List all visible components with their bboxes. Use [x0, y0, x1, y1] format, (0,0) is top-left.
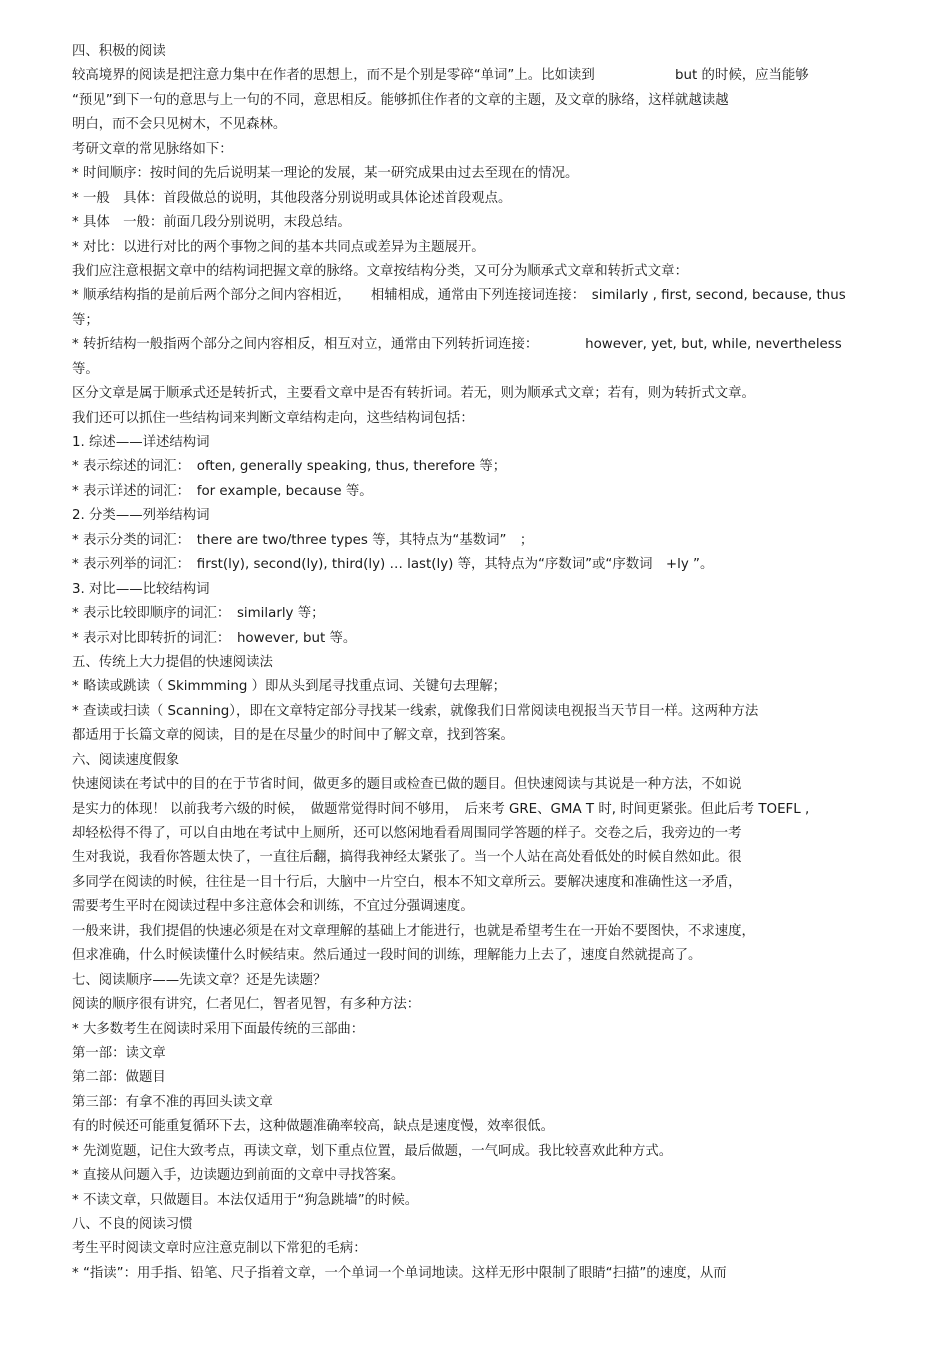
text-line: 第三部：有拿不准的再回头读文章 [72, 1094, 273, 1110]
text-line: * 大多数考生在阅读时采用下面最传统的三部曲： [72, 1021, 365, 1037]
text-line: * 略读或跳读（ Skimmming ）即从头到尾寻找重点词、关键句去理解； [72, 679, 507, 695]
text-line: * 表示对比即转折的词汇： however, but 等。 [72, 630, 357, 646]
text-line: 都适用于长篇文章的阅读，目的是在尽量少的时间中了解文章，找到答案。 [72, 728, 514, 744]
text-line: 一般来讲，我们提倡的快速必须是在对文章理解的基础上才能进行，也就是希望考生在一开始不要图快，不求速度， [72, 923, 755, 939]
text-line: 生对我说，我看你答题太快了，一直往后翻，搞得我神经太紧张了。当一个人站在高处看低处的时候自然如此。很 [72, 850, 742, 866]
text-line: 等； [72, 312, 99, 328]
text-line: 四、积极的阅读 [72, 44, 166, 59]
text-line: 八、不良的阅读习惯 [72, 1217, 193, 1232]
text-line: * 顺承结构指的是前后两个部分之间内容相近， 相辅相成，通常由下列连接词连接： similarly , first, second, because, thus [72, 288, 846, 304]
text-line: * 查读或扫读（ Scanning），即在文章特定部分寻找某一线索，就像我们日常阅读电视报当天节目一样。这两种方法 [72, 703, 759, 719]
text-line: 明白，而不会只见树木，不见森林。 [72, 117, 287, 133]
text-line: * 时间顺序：按时间的先后说明某一理论的发展，某一研究成果由过去至现在的情况。 [72, 166, 579, 182]
text-line: 区分文章是属于顺承式还是转折式，主要看文章中是否有转折词。若无，则为顺承式文章；若有，则为转折式文章。 [72, 386, 755, 402]
text-line: * 不读文章，只做题目。本法仅适用于“狗急跳墙”的时候。 [72, 1192, 419, 1208]
text-line: 考研文章的常见脉络如下： [72, 141, 233, 157]
text-line: 2. 分类——列举结构词 [72, 508, 210, 524]
text-line: * 具体 一般：前面几段分别说明，末段总结。 [72, 215, 351, 231]
text-line: 3. 对比——比较结构词 [72, 581, 210, 597]
text-line: 但求准确，什么时候读懂什么时候结束。然后通过一段时间的训练，理解能力上去了，速度自然就提高了。 [72, 948, 702, 964]
text-line: 阅读的顺序很有讲究，仁者见仁，智者见智，有多种方法： [72, 997, 421, 1013]
text-line: * 转折结构一般指两个部分之间内容相反，相互对立，通常由下列转折词连接： however, yet, but, while, nevertheless [72, 337, 842, 353]
text-line: “预见”到下一句的意思与上一句的不同，意思相反。能够抓住作者的文章的主题，及文章的脉络，这样就越读越 [72, 92, 729, 108]
text-line: 快速阅读在考试中的目的在于节省时间，做更多的题目或检查已做的题目。但快速阅读与其说是一种方法，不如说 [72, 777, 742, 793]
text-line: * 对比：以进行对比的两个事物之间的基本共同点或差异为主题展开。 [72, 239, 485, 255]
text-line: 考生平时阅读文章时应注意克制以下常犯的毛病： [72, 1241, 367, 1257]
text-line: 等。 [72, 361, 99, 377]
text-line: * 表示分类的词汇： there are two/three types 等，其特点为“基数词” ； [72, 532, 534, 548]
document-page [72, 40, 922, 1286]
text-line: 较高境界的阅读是把注意力集中在作者的思想上，而不是个别是零碎“单词”上。比如读到 but 的时候，应当能够 [72, 68, 809, 84]
text-line: * 直接从问题入手，边读题边到前面的文章中寻找答案。 [72, 1168, 405, 1184]
text-line: 有的时候还可能重复循环下去，这种做题准确率较高，缺点是速度慢，效率很低。 [72, 1119, 555, 1135]
text-line: * 先浏览题，记住大致考点，再读文章，划下重点位置，最后做题，一气呵成。我比较喜欢此种方式。 [72, 1143, 673, 1159]
text-line: 第一部：读文章 [72, 1045, 166, 1061]
text-line: 七、阅读顺序——先读文章？还是先读题？ [72, 972, 327, 988]
text-line: * 表示详述的词汇： for example, because 等。 [72, 483, 373, 499]
text-line: 我们应注意根据文章中的结构词把握文章的脉络。文章按结构分类，又可分为顺承式文章和转折式文章： [72, 263, 688, 279]
text-line: * “指读”：用手指、铅笔、尺子指着文章，一个单词一个单词地读。这样无形中限制了眼睛“扫描”的速度，从而 [72, 1265, 727, 1281]
text-line: * 表示列举的词汇： first(ly), second(ly), third(ly) … last(ly) 等，其特点为“序数词”或“序数词 +ly ”。 [72, 557, 714, 573]
text-line: 第二部：做题目 [72, 1070, 166, 1086]
text-line: 我们还可以抓住一些结构词来判断文章结构走向，这些结构词包括： [72, 410, 474, 426]
text-line: 1. 综述——详述结构词 [72, 435, 210, 450]
text-line: * 表示比较即顺序的词汇： similarly 等； [72, 606, 325, 622]
text-line: 却轻松得不得了，可以自由地在考试中上厕所，还可以悠闲地看看周围同学答题的样子。交卷之后，我旁边的一考 [72, 826, 742, 841]
text-line: 六、阅读速度假象 [72, 752, 180, 768]
text-line: * 一般 具体：首段做总的说明，其他段落分别说明或具体论述首段观点。 [72, 190, 512, 206]
text-line: 需要考生平时在阅读过程中多注意体会和训练，不宜过分强调速度。 [72, 899, 474, 915]
text-line: 五、传统上大力提倡的快速阅读法 [72, 654, 273, 670]
text-line: * 表示综述的词汇： often, generally speaking, thus, therefore 等； [72, 459, 507, 475]
text-line: 是实力的体现！ 以前我考六级的时候， 做题常觉得时间不够用， 后来考 GRE、GMA T 时, 时间更紧张。但此后考 TOEFL , [72, 801, 810, 817]
text-line: 多同学在阅读的时候，往往是一目十行后，大脑中一片空白，根本不知文章所云。要解决速度和准确性这一矛盾， [72, 874, 742, 890]
